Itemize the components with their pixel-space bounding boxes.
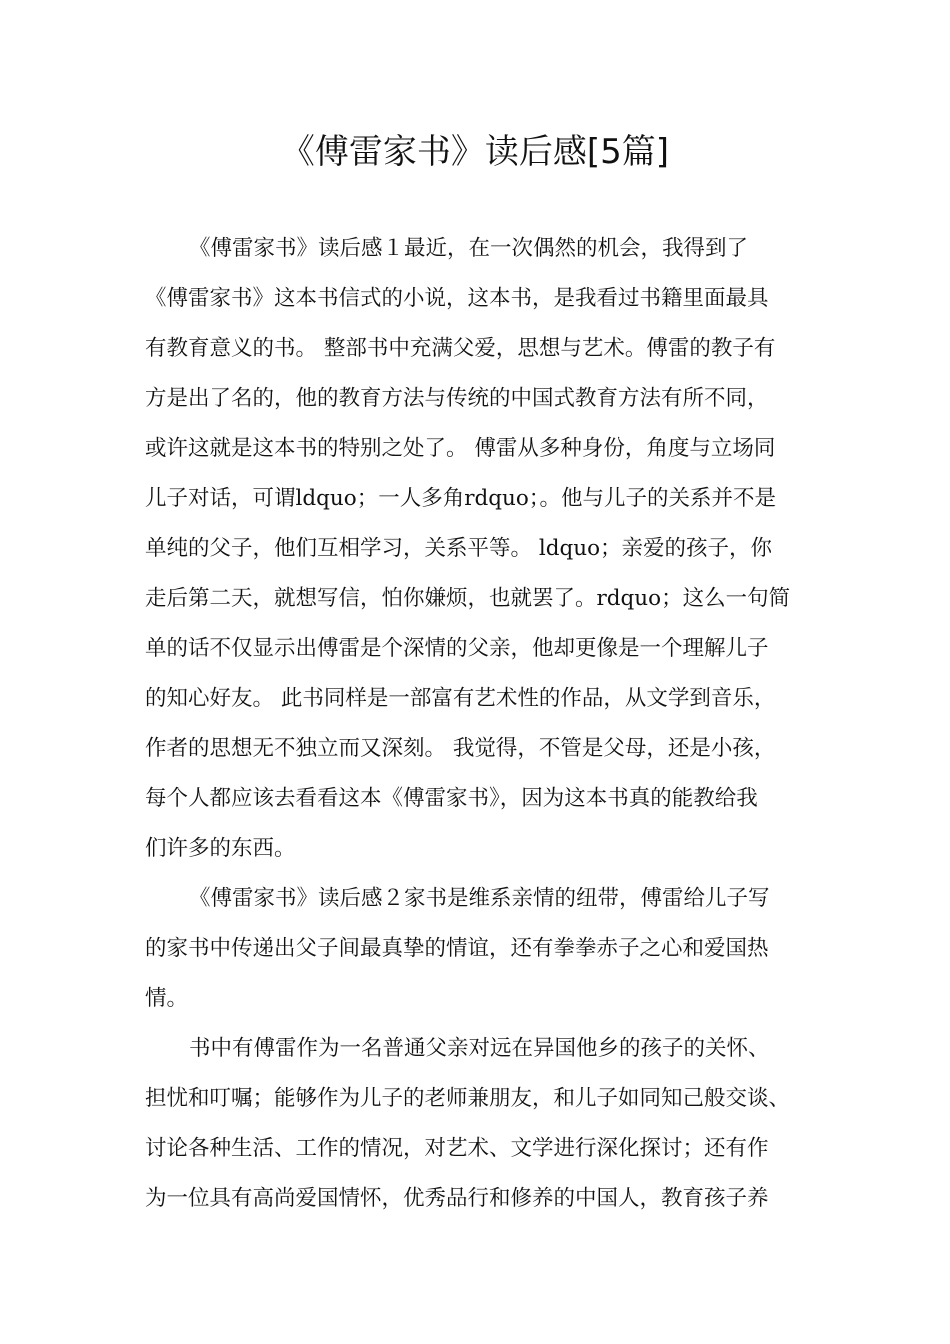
text-line: 单的话不仅显示出傅雷是个深情的父亲，他却更像是一个理解儿子 <box>145 636 769 661</box>
text-line: 们许多的东西。 <box>145 836 296 861</box>
text-line: 或许这就是这本书的特别之处了。 傅雷从多种身份，角度与立场同 <box>145 436 776 461</box>
paragraph-2 <box>145 874 825 1024</box>
paragraph-3 <box>145 1024 825 1224</box>
text-line: 儿子对话，可谓ldquo；一人多角rdquo；。他与儿子的关系并不是 <box>145 486 777 511</box>
text-line: 《傅雷家书》读后感２家书是维系亲情的纽带，傅雷给儿子写 <box>189 886 770 911</box>
text-line: 有教育意义的书。 整部书中充满父爱，思想与艺术。傅雷的教子有 <box>145 336 776 361</box>
text-line: 的家书中传递出父子间最真挚的情谊，还有拳拳赤子之心和爱国热 <box>145 936 769 961</box>
text-line: 的知心好友。 此书同样是一部富有艺术性的作品，从文学到音乐， <box>145 686 776 711</box>
text-line: 担忧和叮嘱；能够作为儿子的老师兼朋友，和儿子如同知己般交谈、 <box>145 1086 791 1111</box>
text-line: 书中有傅雷作为一名普通父亲对远在异国他乡的孩子的关怀、 <box>189 1036 770 1061</box>
paragraph-1 <box>145 224 825 874</box>
text-line: 单纯的父子，他们互相学习，关系平等。 ldquo；亲爱的孩子，你 <box>145 536 773 561</box>
text-line: 作者的思想无不独立而又深刻。 我觉得，不管是父母，还是小孩， <box>145 736 776 761</box>
text-line: 《傅雷家书》这本书信式的小说，这本书，是我看过书籍里面最具 <box>145 286 769 311</box>
document-title: 《傅雷家书》读后感[5篇] <box>280 132 670 172</box>
text-line: 《傅雷家书》读后感１最近，在一次偶然的机会，我得到了 <box>189 236 749 261</box>
text-line: 为一位具有高尚爱国情怀，优秀品行和修养的中国人，教育孩子养 <box>145 1186 769 1211</box>
text-line: 每个人都应该去看看这本《傅雷家书》，因为这本书真的能教给我 <box>145 786 758 811</box>
text-line: 情。 <box>145 986 189 1011</box>
document-body <box>145 224 825 1224</box>
text-line: 方是出了名的，他的教育方法与传统的中国式教育方法有所不同， <box>145 386 769 411</box>
text-line: 讨论各种生活、工作的情况，对艺术、文学进行深化探讨；还有作 <box>145 1136 769 1161</box>
text-line: 走后第二天，就想写信，怕你嫌烦，也就罢了。rdquo；这么一句简 <box>145 586 791 611</box>
